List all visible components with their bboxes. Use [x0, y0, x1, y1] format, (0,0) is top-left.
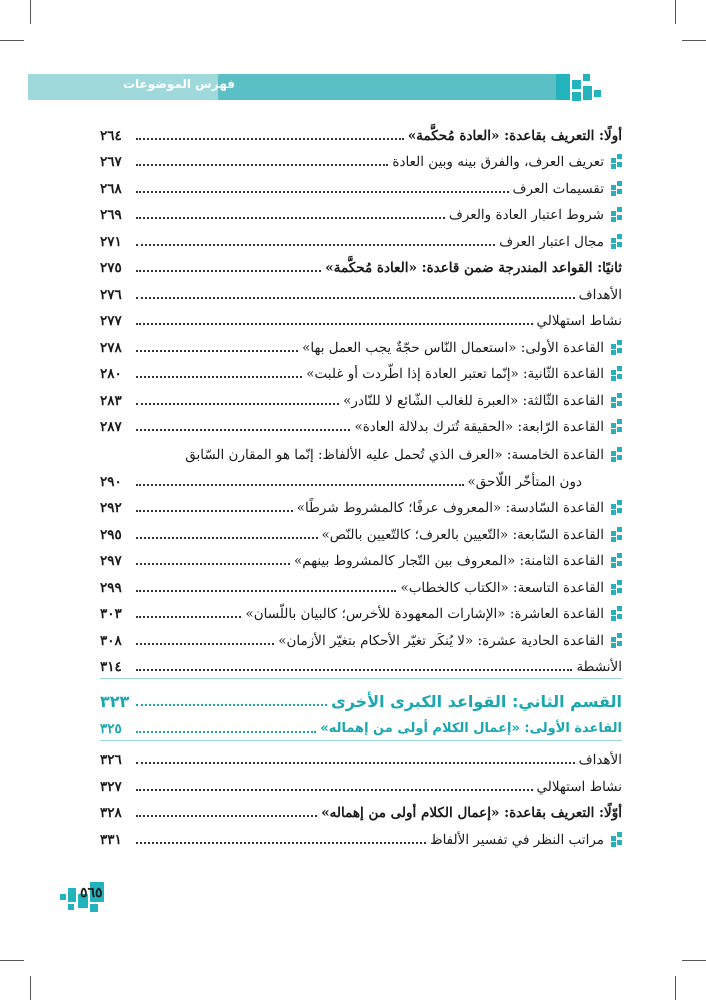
- dot-leader: [136, 762, 575, 764]
- toc-entry-page: ٢٦٩: [100, 207, 122, 223]
- toc-entry-title: نشاط استهلالي: [536, 778, 622, 795]
- toc-entry[interactable]: [100, 198, 622, 225]
- dot-leader: [136, 164, 388, 166]
- toc-entry-page: ٢٦٧: [100, 154, 122, 170]
- toc-entry[interactable]: [100, 681, 622, 711]
- dot-leader: [136, 403, 339, 405]
- toc-entry-title: الأنشطة: [576, 659, 622, 675]
- toc-entry-title: القاعدة الحادية عشرة: «لا يُنكَر تغيّر الأحكام بتغيّر الأزمان»: [278, 632, 604, 649]
- toc-entry[interactable]: [100, 224, 622, 251]
- dot-leader: [136, 270, 321, 272]
- toc-entry-page: ٢٩٠: [100, 473, 122, 490]
- toc-entry[interactable]: [100, 118, 622, 145]
- crop-mark: [675, 976, 676, 1000]
- toc-entry[interactable]: [100, 491, 622, 518]
- toc-entry-page: ٢٩٥: [100, 526, 122, 543]
- toc-entry-page: ٣٢٦: [100, 752, 122, 768]
- toc-entry-page: ٢٧٨: [100, 339, 122, 356]
- toc-entry-title: مراتب النظر في تفسير الألفاظ: [430, 831, 604, 848]
- bullet-icon: [610, 234, 622, 248]
- dot-leader: [136, 297, 575, 299]
- toc-entry-page: ٢٧٧: [100, 313, 122, 329]
- toc-entry-title: مجال اعتبار العرف: [499, 233, 604, 250]
- crop-mark: [0, 40, 24, 41]
- toc-entry[interactable]: [100, 251, 622, 278]
- toc-entry-title: القاعدة السّابعة: «التّعيين بالعرف؛ كالتّعيين بالنّص»: [321, 526, 604, 543]
- toc-entry[interactable]: [100, 597, 622, 624]
- toc-entry[interactable]: [100, 436, 622, 464]
- toc-entry-page: ٣٢٨: [100, 805, 122, 821]
- bullet-icon: [610, 154, 622, 168]
- toc-entry-title: دون المتأخّر اللّاحق»: [467, 473, 582, 490]
- crop-mark: [682, 40, 706, 41]
- toc-entry[interactable]: [100, 743, 622, 770]
- section-separator: [100, 740, 622, 741]
- toc-entry-title: تعريف العرف، والفرق بينه وبين العادة: [392, 154, 604, 170]
- toc-entry-title: القاعدة الثّانية: «إنّما تعتبر العادة إذا اطّردت أو غلبت»: [306, 366, 604, 382]
- toc-entry[interactable]: [100, 544, 622, 571]
- toc-entry[interactable]: [100, 145, 622, 172]
- bullet-icon: [610, 340, 622, 354]
- dot-leader: [136, 789, 533, 791]
- dot-leader: [136, 590, 396, 592]
- toc-entry-page: ٢٦٨: [100, 180, 122, 197]
- toc-entry-title: القاعدة الأولى: «إعمال الكلام أولى من إهماله»: [320, 720, 622, 736]
- toc-entry-page: ٢٨٧: [100, 419, 122, 435]
- toc-entry-title: نشاط استهلالي: [536, 313, 622, 329]
- toc-entry-page: ٣١٤: [100, 659, 122, 675]
- dot-leader: [136, 537, 318, 539]
- toc-entry-title: القاعدة السّادسة: «المعروف عرفًا؛ كالمشروط شرطًا»: [296, 500, 604, 516]
- toc-entry-page: ٢٩٩: [100, 579, 122, 596]
- toc-entry[interactable]: [100, 650, 622, 677]
- toc-entry-title: أوّلًا: التعريف بقاعدة: «إعمال الكلام أولى من إهماله»: [321, 805, 622, 821]
- toc-entry-title: ثانيًا: القواعد المندرجة ضمن قاعدة: «العادة مُحكَّمة»: [325, 260, 622, 276]
- dot-leader: [136, 563, 290, 565]
- toc-entry[interactable]: [100, 171, 622, 198]
- dot-leader: [136, 217, 445, 219]
- toc-entry-page: ٢٧١: [100, 233, 122, 250]
- toc-entry[interactable]: [100, 464, 622, 491]
- dot-leader: [136, 138, 404, 140]
- toc-entry-page: ٣٠٣: [100, 606, 122, 622]
- toc-entry-title: القسم الثاني: القواعد الكبرى الأخرى: [331, 692, 622, 711]
- dot-leader: [136, 510, 293, 512]
- bullet-icon: [610, 419, 622, 433]
- dot-leader: [136, 643, 274, 645]
- bullet-icon: [610, 500, 622, 514]
- toc-entry-title: الأهداف: [578, 752, 622, 768]
- toc-entry-title: القاعدة الثّالثة: «العبرة للغالب الشّائع لا للنّادر»: [343, 392, 604, 409]
- crop-mark: [30, 976, 31, 1000]
- toc-entry-page: ٢٩٧: [100, 553, 122, 569]
- toc-entry-page: ٣٠٨: [100, 632, 122, 649]
- toc-entry-title: أولًا: التعريف بقاعدة: «العادة مُحكَّمة»: [407, 127, 622, 144]
- toc-entry[interactable]: [100, 357, 622, 384]
- toc-entry[interactable]: [100, 383, 622, 410]
- toc-entry-page: ٢٨٠: [100, 366, 122, 382]
- toc-entry[interactable]: [100, 570, 622, 597]
- crop-mark: [30, 0, 31, 24]
- toc-entry-page: ٢٩٢: [100, 500, 122, 516]
- crop-mark: [675, 0, 676, 24]
- bullet-icon: [610, 527, 622, 541]
- dot-leader: [136, 244, 495, 246]
- dot-leader: [136, 350, 298, 352]
- header-blocks-icon: [556, 70, 616, 104]
- bullet-icon: [610, 447, 622, 461]
- bullet-icon: [610, 832, 622, 846]
- bullet-icon: [610, 207, 622, 221]
- toc-entry-title: القاعدة الأولى: «استعمال النّاس حجّةٌ يجب العمل بها»: [302, 339, 604, 356]
- dot-leader: [136, 429, 350, 431]
- toc-entry[interactable]: [100, 330, 622, 357]
- toc-entry[interactable]: [100, 769, 622, 796]
- toc-entry-title: الأهداف: [578, 286, 622, 303]
- toc-entry[interactable]: [100, 711, 622, 738]
- toc-entry-page: ٣٢٥: [100, 720, 122, 737]
- dot-leader: [136, 815, 317, 817]
- bullet-icon: [610, 181, 622, 195]
- toc-entry-title: القاعدة التاسعة: «الكتاب كالخطاب»: [400, 579, 604, 596]
- dot-leader: [136, 484, 464, 486]
- dot-leader: [136, 842, 426, 844]
- crop-mark: [682, 960, 706, 961]
- toc-entry[interactable]: [100, 517, 622, 544]
- dot-leader: [136, 616, 241, 618]
- toc-entry-page: ٣٣١: [100, 831, 122, 848]
- toc-entry[interactable]: [100, 623, 622, 650]
- bullet-icon: [610, 633, 622, 647]
- toc-entry-page: ٢٧٥: [100, 260, 122, 276]
- section-separator: [100, 678, 622, 679]
- dot-leader: [136, 323, 533, 325]
- toc-entry[interactable]: [100, 304, 622, 331]
- bullet-icon: [610, 553, 622, 567]
- toc-entry-page: ٢٨٣: [100, 392, 122, 409]
- dot-leader: [136, 669, 572, 671]
- bullet-icon: [610, 393, 622, 407]
- table-of-contents: [100, 118, 622, 849]
- dot-leader: [136, 731, 316, 733]
- dot-leader: [136, 376, 302, 378]
- toc-entry-page: ٣٢٣: [100, 692, 130, 711]
- toc-entry-title: القاعدة الرّابعة: «الحقيقة تُترك بدلالة العادة»: [354, 419, 604, 435]
- toc-entry[interactable]: [100, 796, 622, 823]
- toc-entry-title: القاعدة الثامنة: «المعروف بين التّجار كالمشروط بينهم»: [293, 553, 604, 569]
- toc-entry-page: ٢٦٤: [100, 127, 122, 144]
- toc-entry-title: القاعدة العاشرة: «الإشارات المعهودة للأخرس؛ كالبيان باللّسان»: [245, 606, 604, 622]
- toc-entry-title: تقسيمات العرف: [512, 180, 604, 197]
- bullet-icon: [610, 580, 622, 594]
- toc-entry-page: ٢٧٦: [100, 286, 122, 303]
- toc-entry[interactable]: [100, 277, 622, 304]
- toc-entry-title: شروط اعتبار العادة والعرف: [448, 207, 604, 223]
- toc-entry[interactable]: [100, 822, 622, 849]
- bullet-icon: [610, 366, 622, 380]
- dot-leader: [136, 191, 509, 193]
- crop-mark: [0, 960, 24, 961]
- toc-entry[interactable]: [100, 410, 622, 437]
- toc-entry-page: ٣٢٧: [100, 778, 122, 795]
- dot-leader: [136, 704, 327, 706]
- header-title: فهرس الموضوعات: [122, 77, 235, 91]
- toc-entry-title: القاعدة الخامسة: «العرف الذي تُحمل عليه الألفاظ: إنّما هو المقارن السّابق: [185, 447, 604, 463]
- page-number: ٥٦٥: [80, 885, 103, 901]
- bullet-icon: [610, 606, 622, 620]
